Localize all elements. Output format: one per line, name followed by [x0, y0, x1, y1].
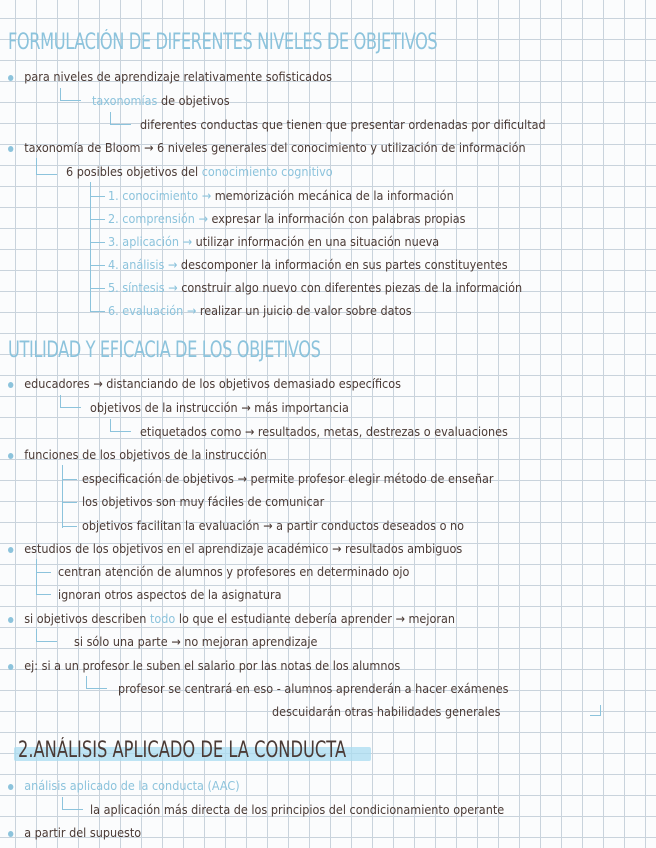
note-line: 6 posibles objetivos del conocimiento cognitivo	[66, 164, 333, 179]
return-arrow-icon	[590, 705, 601, 716]
arrow-hook-icon	[36, 629, 57, 642]
note-line: etiquetados como → resultados, metas, destrezas o evaluaciones	[140, 424, 508, 439]
tick-line	[91, 196, 105, 197]
taxonomy-item: 6. evaluación → realizar un juicio de valor sobre datos	[108, 303, 412, 318]
bullet-dot-icon	[8, 784, 13, 790]
tick-line	[37, 594, 51, 595]
tick-line	[63, 502, 77, 503]
note-line: educadores → distanciando de los objetivos demasiado específicos	[8, 376, 401, 392]
note-line: los objetivos son muy fáciles de comunicar	[82, 494, 325, 509]
bullet-dot-icon	[8, 547, 13, 553]
heading-formulacion: FORMULACIÓN DE DIFERENTES NIVELES DE OBJETIVOS	[8, 30, 438, 55]
tick-line	[37, 572, 51, 573]
tick-line	[63, 479, 77, 480]
taxonomy-item: 3. aplicación → utilizar información en una situación nueva	[108, 234, 440, 249]
bullet-dot-icon	[8, 75, 13, 81]
note-line: taxonomía de Bloom → 6 niveles generales del conocimiento y utilización de información	[8, 140, 526, 156]
tick-line	[63, 526, 77, 527]
bullet-dot-icon	[8, 453, 13, 459]
note-line: para niveles de aprendizaje relativamente sofisticados	[8, 69, 332, 85]
bullet-dot-icon	[8, 664, 13, 670]
arrow-hook-icon	[36, 158, 57, 175]
bracket-line	[62, 465, 63, 528]
note-line: funciones de los objetivos de la instrucción	[8, 447, 267, 463]
arrow-hook-icon	[62, 797, 83, 810]
tick-line	[91, 219, 105, 220]
arrow-hook-icon	[60, 88, 81, 101]
note-line: diferentes conductas que tienen que presentar ordenadas por dificultad	[140, 117, 546, 132]
tick-line	[91, 311, 105, 312]
note-line: objetivos de la instrucción → más importancia	[90, 400, 349, 415]
note-line: especificación de objetivos → permite profesor elegir método de enseñar	[82, 471, 494, 486]
tick-line	[91, 265, 105, 266]
heading-utilidad: UTILIDAD Y EFICACIA DE LOS OBJETIVOS	[8, 338, 321, 363]
note-line: si objetivos describen todo lo que el estudiante debería aprender → mejoran	[8, 611, 455, 627]
note-line: la aplicación más directa de los principios del condicionamiento operante	[90, 802, 505, 817]
bullet-dot-icon	[8, 146, 13, 152]
note-line: objetivos facilitan la evaluación → a partir conductos deseados o no	[82, 518, 465, 533]
heading-analisis: 2.ANÁLISIS APLICADO DE LA CONDUCTA	[18, 738, 347, 763]
arrow-hook-icon	[86, 676, 107, 689]
arrow-hook-icon	[110, 419, 131, 432]
note-line: a partir del supuesto	[8, 825, 141, 841]
tick-line	[91, 242, 105, 243]
note-line: análisis aplicado de la conducta (AAC)	[8, 778, 240, 794]
taxonomy-item: 4. análisis → descomponer la información en sus partes constituyentes	[108, 257, 508, 272]
bullet-dot-icon	[8, 831, 13, 837]
bracket-line	[36, 559, 37, 595]
note-line: ignoran otros aspectos de la asignatura	[58, 587, 282, 602]
note-line: descuidarán otras habilidades generales	[272, 704, 501, 719]
note-line: profesor se centrará en eso - alumnos aprenderán a hacer exámenes	[118, 681, 509, 696]
arrow-hook-icon	[60, 395, 81, 408]
taxonomy-item: 2. comprensión → expresar la información con palabras propias	[108, 211, 466, 226]
arrow-hook-icon	[110, 112, 131, 125]
bracket-line	[90, 182, 91, 312]
bullet-dot-icon	[8, 382, 13, 388]
note-line: ej: si a un profesor le suben el salario por las notas de los alumnos	[8, 658, 400, 674]
note-line: centran atención de alumnos y profesores en determinado ojo	[58, 564, 410, 579]
note-line: si sólo una parte → no mejoran aprendizaje	[74, 634, 318, 649]
tick-line	[91, 288, 105, 289]
taxonomy-item: 5. síntesis → construir algo nuevo con diferentes piezas de la información	[108, 280, 523, 295]
taxonomy-item: 1. conocimiento → memorización mecánica de la información	[108, 188, 454, 203]
bullet-dot-icon	[8, 617, 13, 623]
note-line: estudios de los objetivos en el aprendizaje académico → resultados ambiguos	[8, 541, 462, 557]
note-line: taxonomías de objetivos	[92, 93, 230, 108]
